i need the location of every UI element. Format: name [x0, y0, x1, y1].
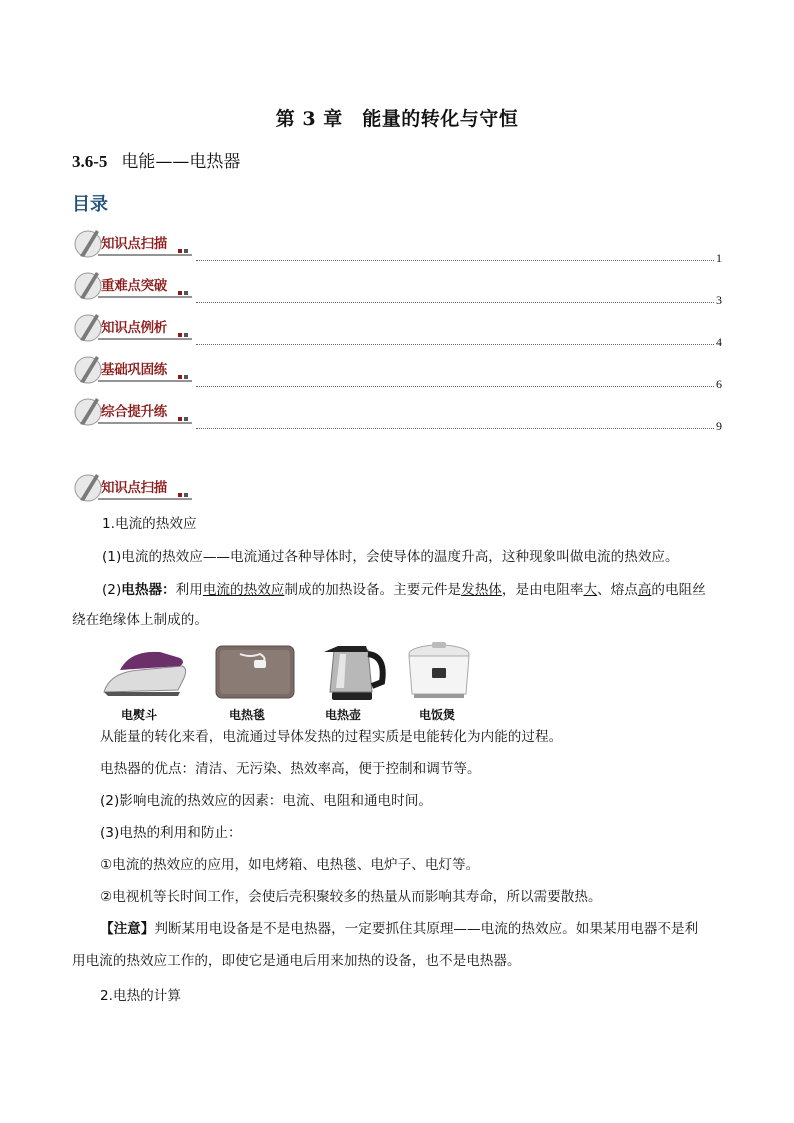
paragraph: 电热器的优点：清洁、无污染、热效率高，便于控制和调节等。: [100, 761, 481, 777]
toc-label: 重难点突破: [101, 278, 167, 294]
section-badge-label: 知识点扫描: [101, 480, 167, 496]
note-label: 【注意】: [100, 921, 155, 937]
caption-blanket: 电热毯: [228, 708, 265, 722]
text: 的电阻丝: [651, 582, 706, 598]
toc-badge: [72, 266, 196, 302]
heading-2: 2.电热的计算: [100, 988, 181, 1004]
section-name: 电能——电热器: [121, 152, 241, 172]
paragraph: ②电视机等长时间工作，会使后壳积聚较多的热量从而影响其寿命，所以需要散热。: [100, 889, 602, 905]
toc-badge: [72, 308, 196, 344]
toc-leader: [196, 302, 714, 303]
paragraph: (1)电流的热效应——电流通过各种导体时，会使导体的温度升高，这种现象叫做电流的热效应。: [102, 549, 679, 565]
toc-page-number: 9: [716, 419, 722, 433]
text: ，是由电阻率: [501, 582, 584, 598]
toc-entry[interactable]: [72, 350, 722, 390]
underlined-term: 电流的热效应: [202, 582, 285, 598]
paragraph: 用电流的热效应工作的，即使它是通电后用来加热的设备，也不是电热器。: [72, 953, 521, 969]
text: 制成的加热设备。主要元件是: [284, 582, 462, 598]
toc-entry[interactable]: [72, 308, 722, 348]
paragraph: (2)影响电流的热效应的因素：电流、电阻和通电时间。: [100, 793, 432, 809]
toc-entry[interactable]: [72, 266, 722, 306]
paragraph: 绕在绝缘体上制成的。: [72, 612, 208, 628]
term: 电热器：: [121, 582, 176, 598]
chapter-title: 第 3 章 能量的转化与守恒: [275, 108, 519, 130]
electric-kettle-image: [310, 636, 400, 700]
section-badge: [72, 468, 196, 504]
rice-cooker-image: [394, 638, 484, 702]
toc-page-number: 4: [716, 335, 722, 349]
paragraph: 从能量的转化来看，电流通过导体发热的过程实质是电能转化为内能的过程。: [100, 729, 563, 745]
toc-page-number: 6: [716, 377, 722, 391]
section-number: 3.6-5: [72, 152, 108, 171]
toc-entry[interactable]: [72, 392, 722, 432]
caption-kettle: 电热壶: [324, 708, 361, 722]
note-text: 判断某用电设备是不是电热器，一定要抓住其原理——电流的热效应。如果某用电器不是利: [154, 921, 699, 937]
text: 、熔点: [597, 582, 638, 598]
toc-leader: [196, 428, 714, 429]
caption-rice-cooker: 电饭煲: [418, 708, 455, 722]
toc-leader: [196, 344, 714, 345]
text: (2): [102, 582, 122, 598]
toc-badge: [72, 350, 196, 386]
underlined-term: 发热体: [461, 582, 502, 598]
note-paragraph: [100, 919, 698, 939]
paragraph-electric-heater: [102, 580, 706, 600]
toc-label: 知识点例析: [101, 320, 167, 336]
toc-leader: [196, 386, 714, 387]
electric-iron-image: [100, 638, 190, 702]
section-title: [72, 147, 240, 172]
toc-badge: [72, 224, 196, 260]
toc-leader: [196, 260, 714, 261]
toc-badge: [72, 392, 196, 428]
text: 利用: [175, 582, 203, 598]
toc-page-number: 1: [716, 251, 722, 265]
toc-page-number: 3: [716, 293, 722, 307]
toc-label: 知识点扫描: [101, 236, 167, 252]
heading-1: 1.电流的热效应: [102, 516, 197, 532]
caption-iron: 电熨斗: [120, 708, 157, 722]
paragraph: (3)电热的利用和防止：: [100, 825, 242, 841]
toc-entry[interactable]: [72, 224, 722, 264]
toc-label: 基础巩固练: [101, 362, 167, 378]
toc-heading: 目录: [72, 194, 108, 215]
underlined-term: 大: [583, 582, 598, 598]
electric-blanket-image: [210, 638, 300, 702]
paragraph: ①电流的热效应的应用，如电烤箱、电热毯、电炉子、电灯等。: [100, 857, 480, 873]
underlined-term: 高: [637, 582, 652, 598]
toc-label: 综合提升练: [101, 404, 167, 420]
